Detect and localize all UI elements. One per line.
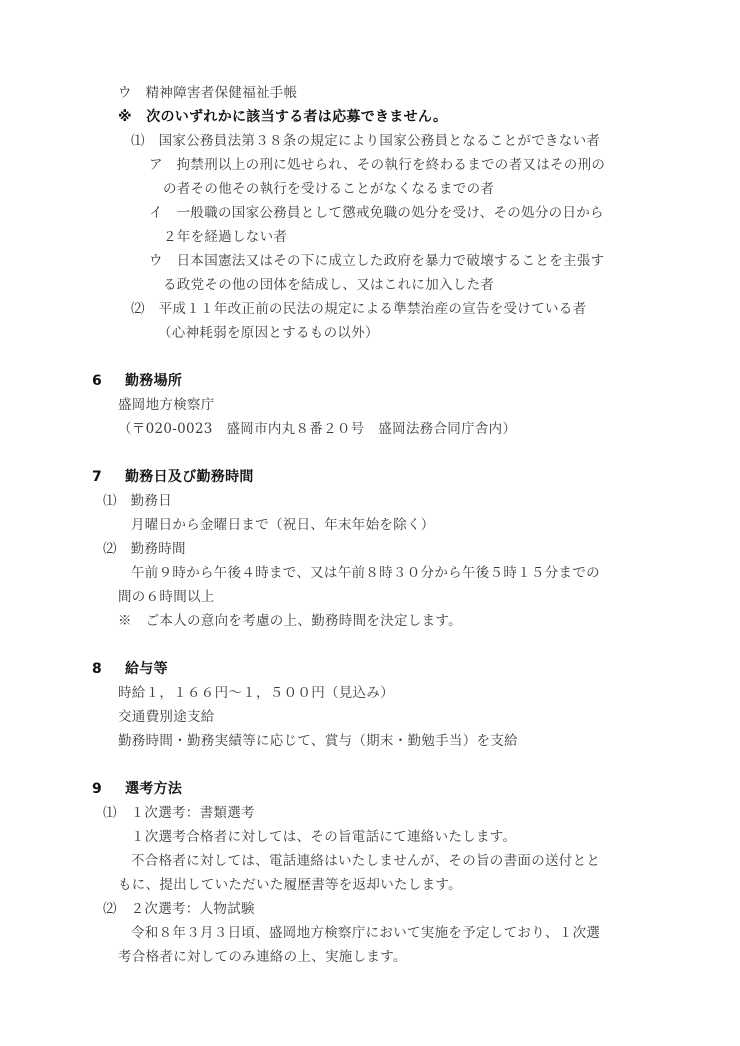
section6-title: 勤務場所 <box>125 373 183 389</box>
section7-sub2-label: ⑵ 勤務時間 <box>103 541 186 557</box>
section7-heading <box>92 468 254 486</box>
section8-heading <box>92 660 168 678</box>
sub2-line1: ⑵ 平成１１年改正前の民法の規定による準禁治産の宣告を受けている者 <box>131 301 587 317</box>
section7-sub2-note: ※ ご本人の意向を考慮の上、勤務時間を決定します。 <box>118 613 462 629</box>
sub1-u-line2: る政党その他の団体を結成し、又はこれに加入した者 <box>163 277 495 293</box>
section7-sub2-text2: 間の６時間以上 <box>118 589 215 605</box>
section9-sub2-text1: 令和８年３月３日頃、盛岡地方検察庁において実施を予定しており、１次選 <box>131 925 601 941</box>
section9-heading <box>92 780 182 798</box>
item-u-text: ウ 精神障害者保健福祉手帳 <box>118 85 298 101</box>
sub1-i-line2: ２年を経過しない者 <box>163 229 288 245</box>
section9-sub1-text2b: もに、提出していただいた履歴書等を返却いたします。 <box>118 877 462 893</box>
section6-line2: （〒020-0023 盛岡市内丸８番２０号 盛岡法務合同庁舎内） <box>118 421 517 437</box>
ineligibility-note: ※ 次のいずれかに該当する者は応募できません。 <box>118 109 448 125</box>
section7-title: 勤務日及び勤務時間 <box>125 469 254 485</box>
section7-sub2-text1: 午前９時から午後４時まで、又は午前８時３０分から午後５時１５分までの <box>131 565 600 581</box>
section7-number: 7 <box>92 469 103 485</box>
section9-sub1-text2a: 不合格者に対しては、電話連絡はいたしませんが、その旨の書面の送付とと <box>131 853 601 869</box>
section7-sub1-text: 月曜日から金曜日まで（祝日、年末年始を除く） <box>131 517 435 533</box>
section8-line2: 交通費別途支給 <box>118 709 215 725</box>
sub1-a-line1: ア 拘禁刑以上の刑に処せられ、その執行を終わるまでの者又はその刑の <box>149 157 606 173</box>
section8-title: 給与等 <box>125 661 168 677</box>
sub1-i-line1: イ 一般職の国家公務員として懲戒免職の処分を受け、その処分の日から <box>149 205 604 221</box>
section9-sub2-label: ⑵ ２次選考：人物試験 <box>103 901 255 917</box>
section8-number: 8 <box>92 661 103 677</box>
sub1-text: ⑴ 国家公務員法第３８条の規定により国家公務員となることができない者 <box>131 133 601 149</box>
section9-number: 9 <box>92 781 103 797</box>
section6-heading <box>92 372 182 390</box>
section9-sub1-label: ⑴ １次選考：書類選考 <box>103 805 255 821</box>
section8-line3: 勤務時間・勤務実績等に応じて、賞与（期末・勤勉手当）を支給 <box>118 733 518 749</box>
sub2-line2: （心神耗弱を原因とするもの以外） <box>158 325 379 341</box>
sub1-a-line2: の者その他その執行を受けることがなくなるまでの者 <box>163 181 495 197</box>
section6-line1: 盛岡地方検察庁 <box>118 397 215 413</box>
section8-line1: 時給１，１６６円～１，５００円（見込み） <box>118 685 394 701</box>
section7-sub1-label: ⑴ 勤務日 <box>103 493 172 509</box>
sub1-u-line1: ウ 日本国憲法又はその下に成立した政府を暴力で破壊することを主張す <box>149 253 605 269</box>
section9-title: 選考方法 <box>125 781 183 797</box>
section6-number: 6 <box>92 373 103 389</box>
section9-sub2-text2: 考合格者に対してのみ連絡の上、実施します。 <box>118 949 407 965</box>
section9-sub1-text1: １次選考合格者に対しては、その旨電話にて連絡いたします。 <box>131 829 517 845</box>
